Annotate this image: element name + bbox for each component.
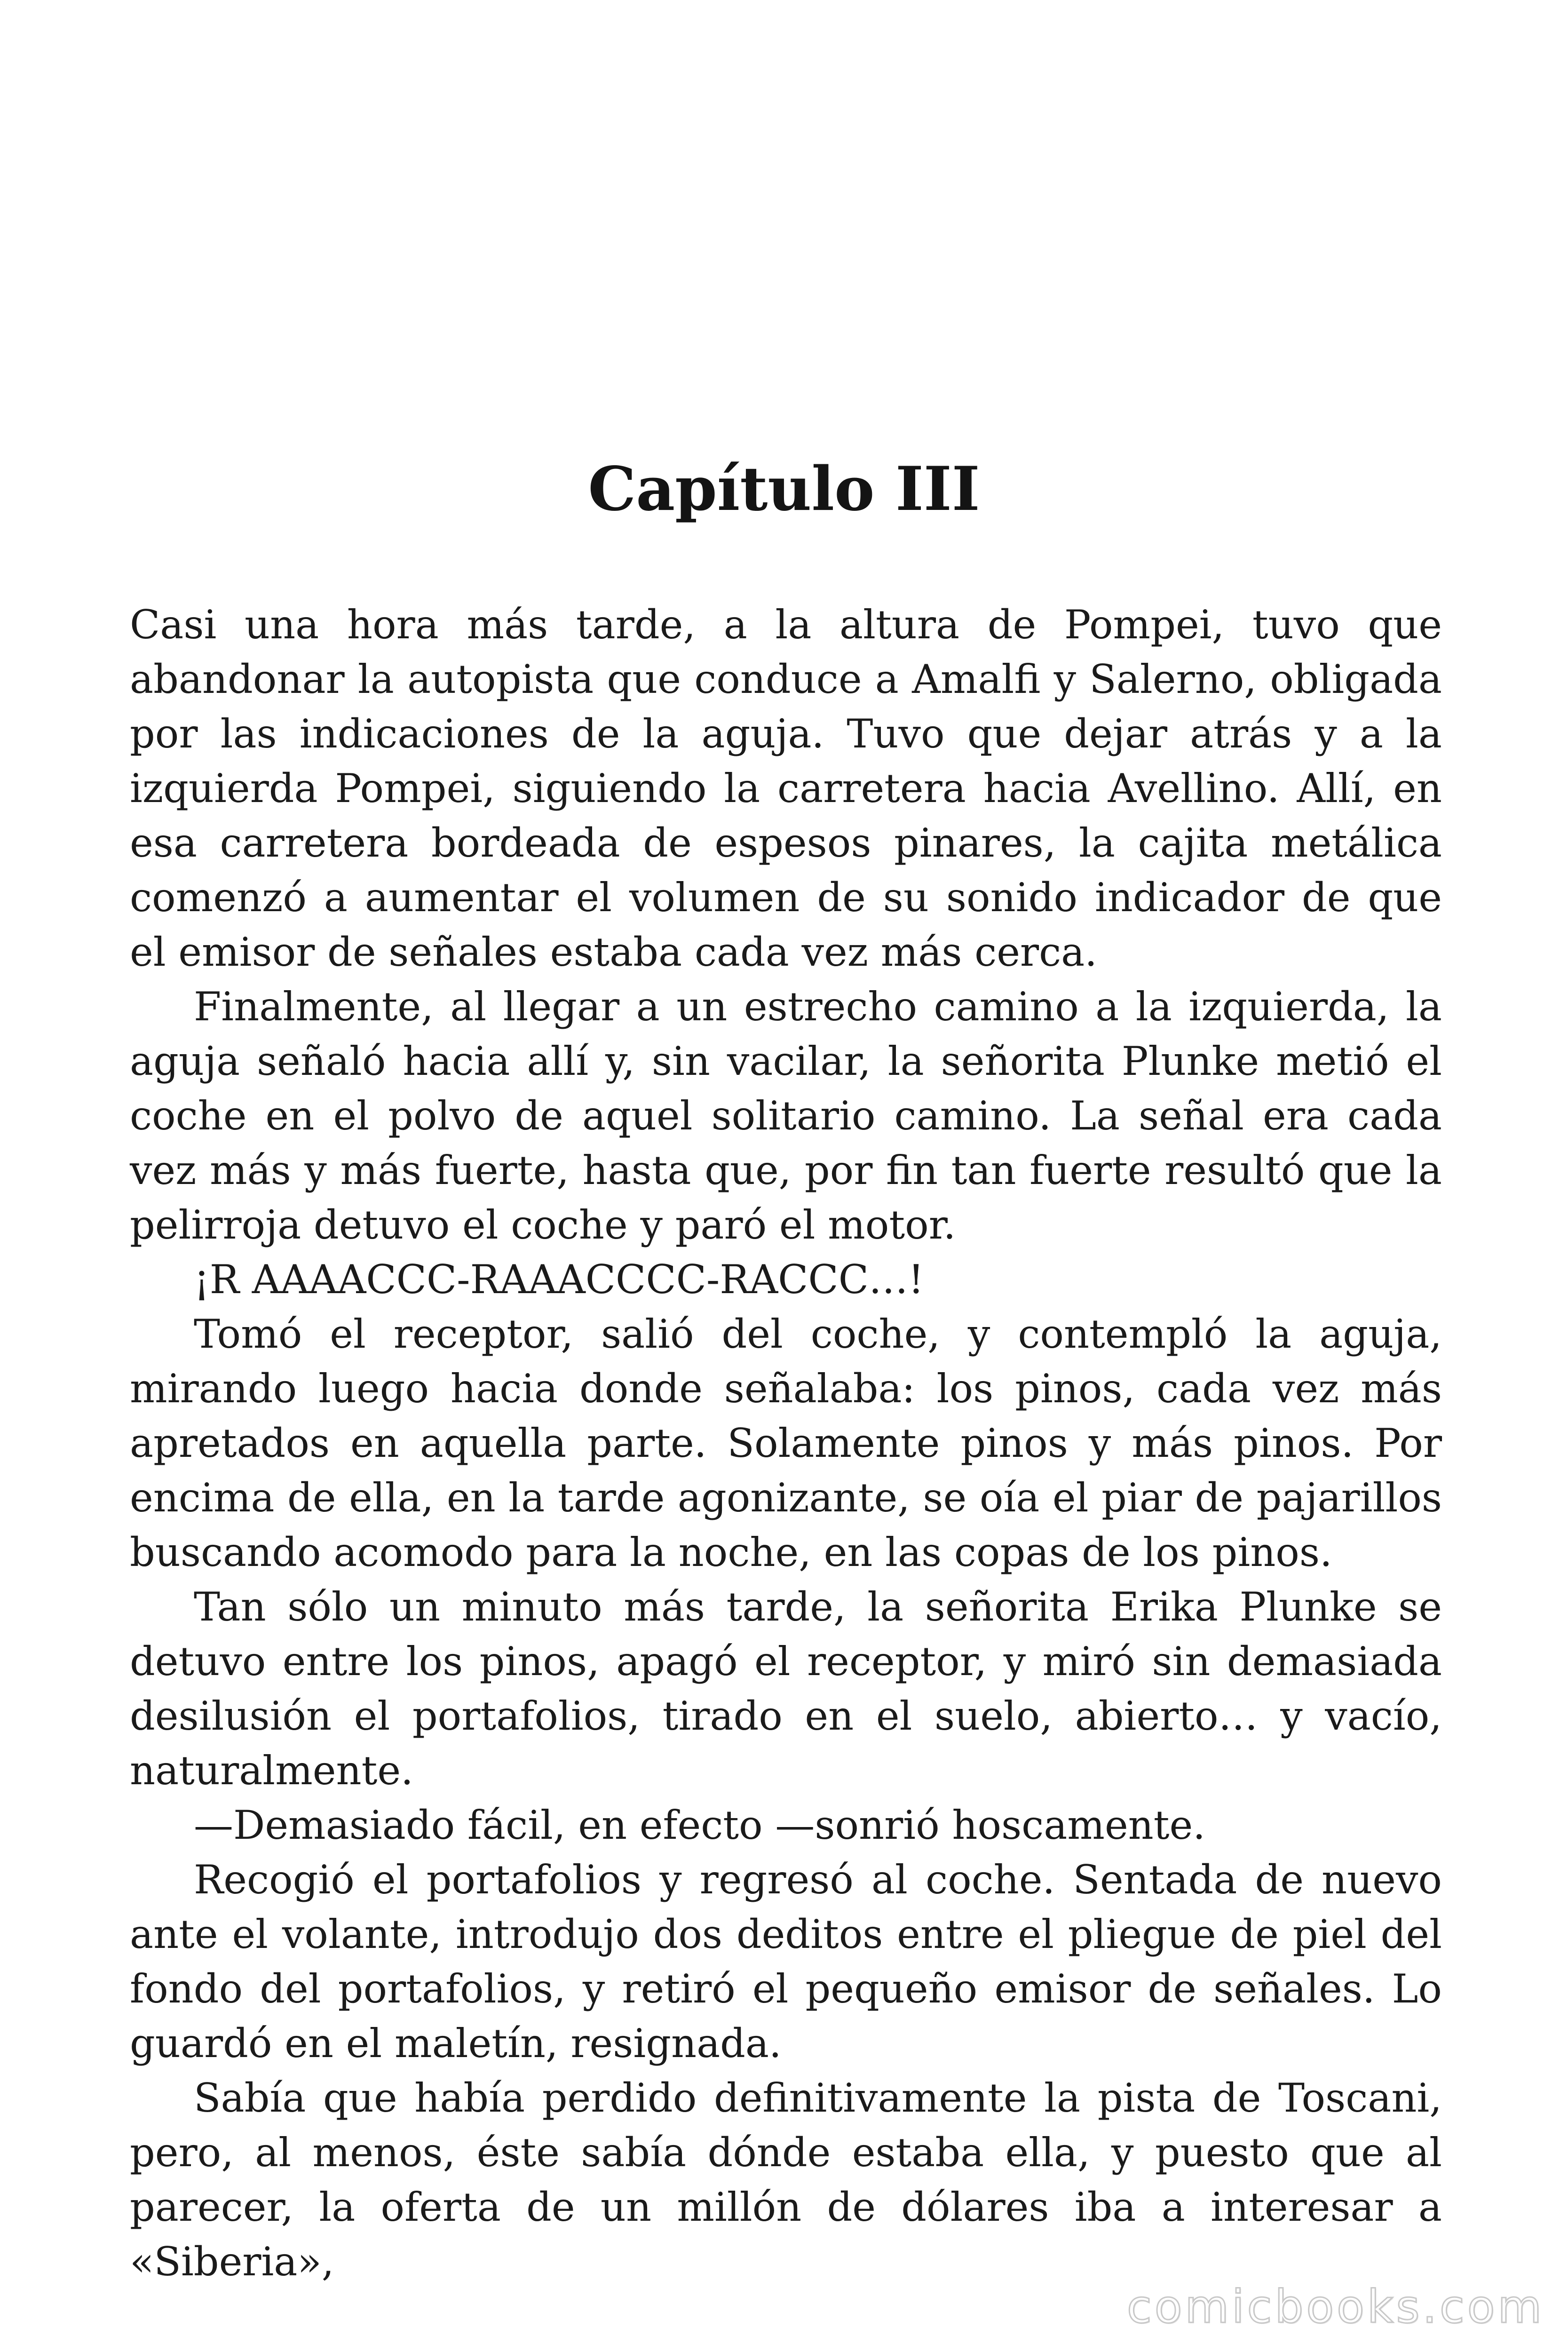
- paragraph-4: Tomó el receptor, salió del coche, y contempló la aguja, mirando luego hacia donde señalaba: los pinos, cada vez más apretados en aquella parte. Solamente pinos y más pinos. Por encima de ella, en la tarde agonizante, se oía el piar de pajarillos buscando acomodo para la noche, en las copas de los pinos.: [130, 1311, 1442, 1575]
- watermark: comicbooks.com: [1126, 2280, 1544, 2333]
- paragraph-5: Tan sólo un minuto más tarde, la señorita Erika Plunke se detuvo entre los pinos, apagó el receptor, y miró sin demasiada desilusión el portafolios, tirado en el suelo, abierto… y vacío, naturalmente.: [130, 1584, 1442, 1794]
- paragraph-2: Finalmente, al llegar a un estrecho camino a la izquierda, la aguja señaló hacia allí y, sin vacilar, la señorita Plunke metió el coche en el polvo de aquel solitario camino. La señal era cada vez más y más fuerte, hasta que, por fin tan fuerte resultó que la pelirroja detuvo el coche y paró el motor.: [130, 984, 1442, 1248]
- paragraph-7: Recogió el portafolios y regresó al coche. Sentada de nuevo ante el volante, introdujo dos deditos entre el pliegue de piel del fondo del portafolios, y retiró el pequeño emisor de señales. Lo guardó en el maletín, resignada.: [130, 1857, 1442, 2066]
- paragraph-1: Casi una hora más tarde, a la altura de Pompei, tuvo que abandonar la autopista que conduce a Amalfi y Salerno, obligada por las indicaciones de la aguja. Tuvo que dejar atrás y a la izquierda Pompei, siguiendo la carretera hacia Avellino. Allí, en esa carretera bordeada de espesos pinares, la cajita metálica comenzó a aumentar el volumen de su sonido indicador de que el emisor de señales estaba cada vez más cerca.: [130, 602, 1442, 975]
- paragraph-3: ¡R AAAACCC-RAAACCCC-RACCC…!: [194, 1256, 924, 1303]
- paragraph-6: —Demasiado fácil, en efecto —sonrió hoscamente.: [194, 1802, 1205, 1848]
- paragraph-8: Sabía que había perdido definitivamente la pista de Toscani, pero, al menos, éste sabía dónde estaba ella, y puesto que al parecer, la oferta de un millón de dólares iba a interesar a «Siberia»,: [130, 2075, 1442, 2285]
- chapter-title: Capítulo III: [588, 454, 980, 524]
- chapter-body: [130, 597, 1442, 2289]
